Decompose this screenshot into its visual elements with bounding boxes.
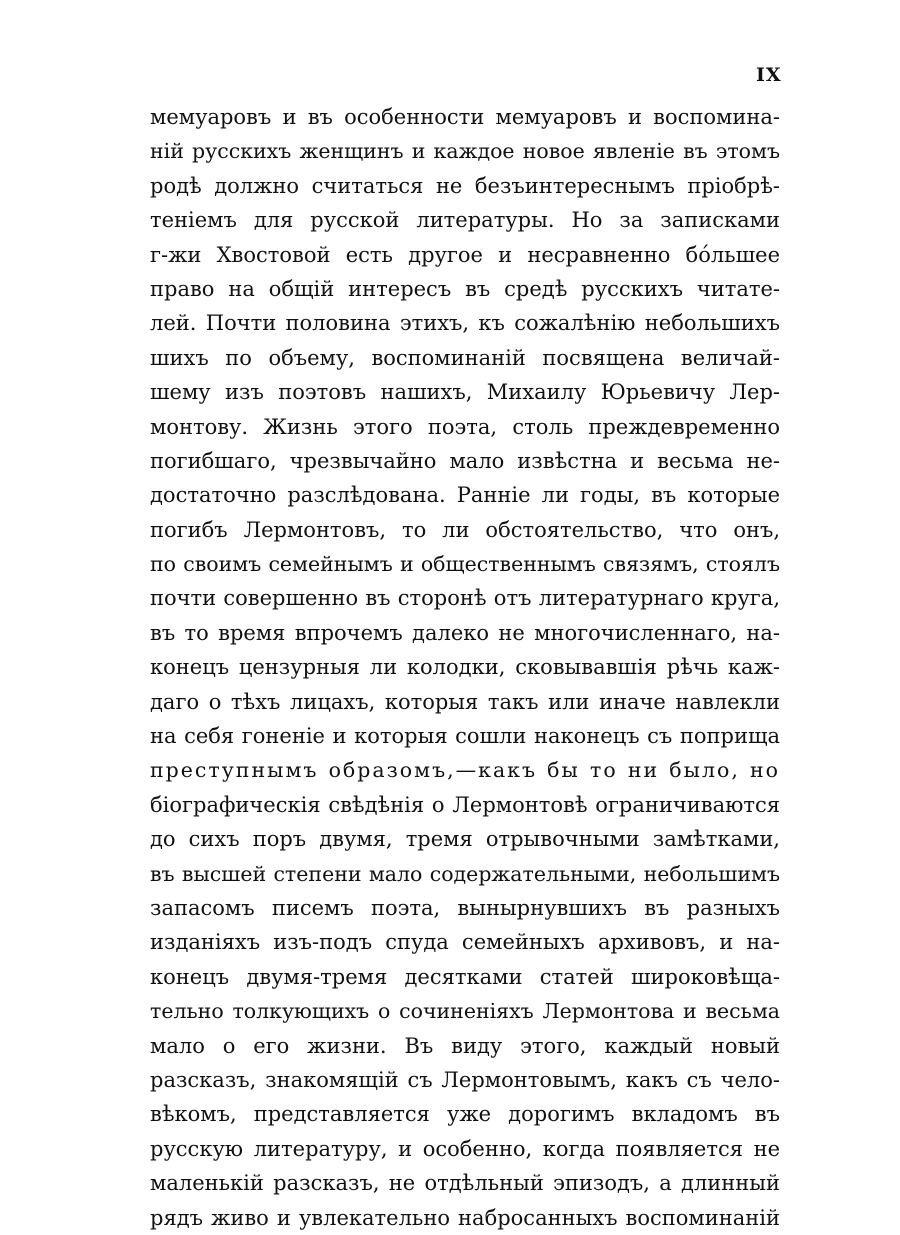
text-line: родѣ должно считаться не безъинтереснымъ прiобрѣ- [150, 173, 780, 198]
text-line: русскую литературу, и особенно, когда появляется не [150, 1136, 780, 1161]
text-line: изданiяхъ изъ-подъ спуда семейныхъ архивовъ, и на- [150, 930, 780, 955]
text-line: по своимъ семейнымъ и общественнымъ связямъ, стоялъ [150, 552, 780, 577]
page-number: IX [756, 64, 782, 86]
text-line: лей. Почти половина этихъ, къ сожалѣнiю небольшихъ [150, 311, 780, 336]
text-line: маленькiй разсказъ, не отдѣльный эпизодъ, а длинный [150, 1171, 780, 1196]
text-line: шихъ по объему, воспоминанiй посвящена величай- [150, 345, 780, 370]
text-line: бiографическiя свѣдѣнiя о Лермонтовѣ ограничиваются [150, 792, 780, 817]
text-line: преступнымъ образомъ,—какъ бы то ни было, но [150, 758, 780, 783]
text-line: въ высшей степени мало содержательными, небольшимъ [150, 861, 780, 886]
text-line: тенiемъ для русской литературы. Но за записками [150, 208, 780, 233]
text-line: погибшаго, чрезвычайно мало извѣстна и весьма не- [150, 448, 780, 473]
text-line: достаточно разслѣдована. Раннiе ли годы, въ которые [150, 483, 780, 508]
text-line: погибъ Лермонтовъ, то ли обстоятельство, что онъ, [150, 517, 780, 542]
text-line: рядъ живо и увлекательно набросанныхъ воспоминанiй [150, 1205, 780, 1230]
text-line: въ то время впрочемъ далеко не многочисленнаго, на- [150, 620, 780, 645]
text-line: право на общiй интересъ въ средѣ русскихъ читате- [150, 276, 780, 301]
text-line: мало о его жизни. Въ виду этого, каждый новый [150, 1033, 780, 1058]
text-line: конецъ цензурныя ли колодки, сковывавшiя рѣчь каж- [150, 655, 780, 680]
text-line: шему изъ поэтовъ нашихъ, Михаилу Юрьевичу Лер- [150, 380, 780, 405]
text-line: вѣкомъ, представляется уже дорогимъ вкладомъ въ [150, 1102, 780, 1127]
text-line: на себя гоненiе и которыя сошли наконецъ съ поприща [150, 724, 780, 749]
text-line: нiй русскихъ женщинъ и каждое новое явленiе въ этомъ [150, 139, 780, 164]
text-line: почти совершенно въ сторонѣ отъ литературнаго круга, [150, 586, 780, 611]
text-line: тельно толкующихъ о сочиненiяхъ Лермонтова и весьма [150, 999, 780, 1024]
text-line: мемуаровъ и въ особенности мемуаровъ и воспомина- [150, 105, 780, 129]
text-line: г-жи Хвостовой есть другое и несравненно бо́льшее [150, 242, 780, 267]
text-line: монтову. Жизнь этого поэта, столь преждевременно [150, 414, 780, 439]
text-line: даго о тѣхъ лицахъ, которыя такъ или иначе навлекли [150, 689, 780, 714]
text-line: разсказъ, знакомящiй съ Лермонтовымъ, какъ съ чело- [150, 1067, 780, 1092]
text-line: до сихъ поръ двумя, тремя отрывочными замѣтками, [150, 827, 780, 852]
body-text [150, 100, 780, 1235]
text-line: конецъ двумя-тремя десятками статей широковѣща- [150, 964, 780, 989]
text-line: запасомъ писемъ поэта, вынырнувшихъ въ разныхъ [150, 895, 780, 920]
